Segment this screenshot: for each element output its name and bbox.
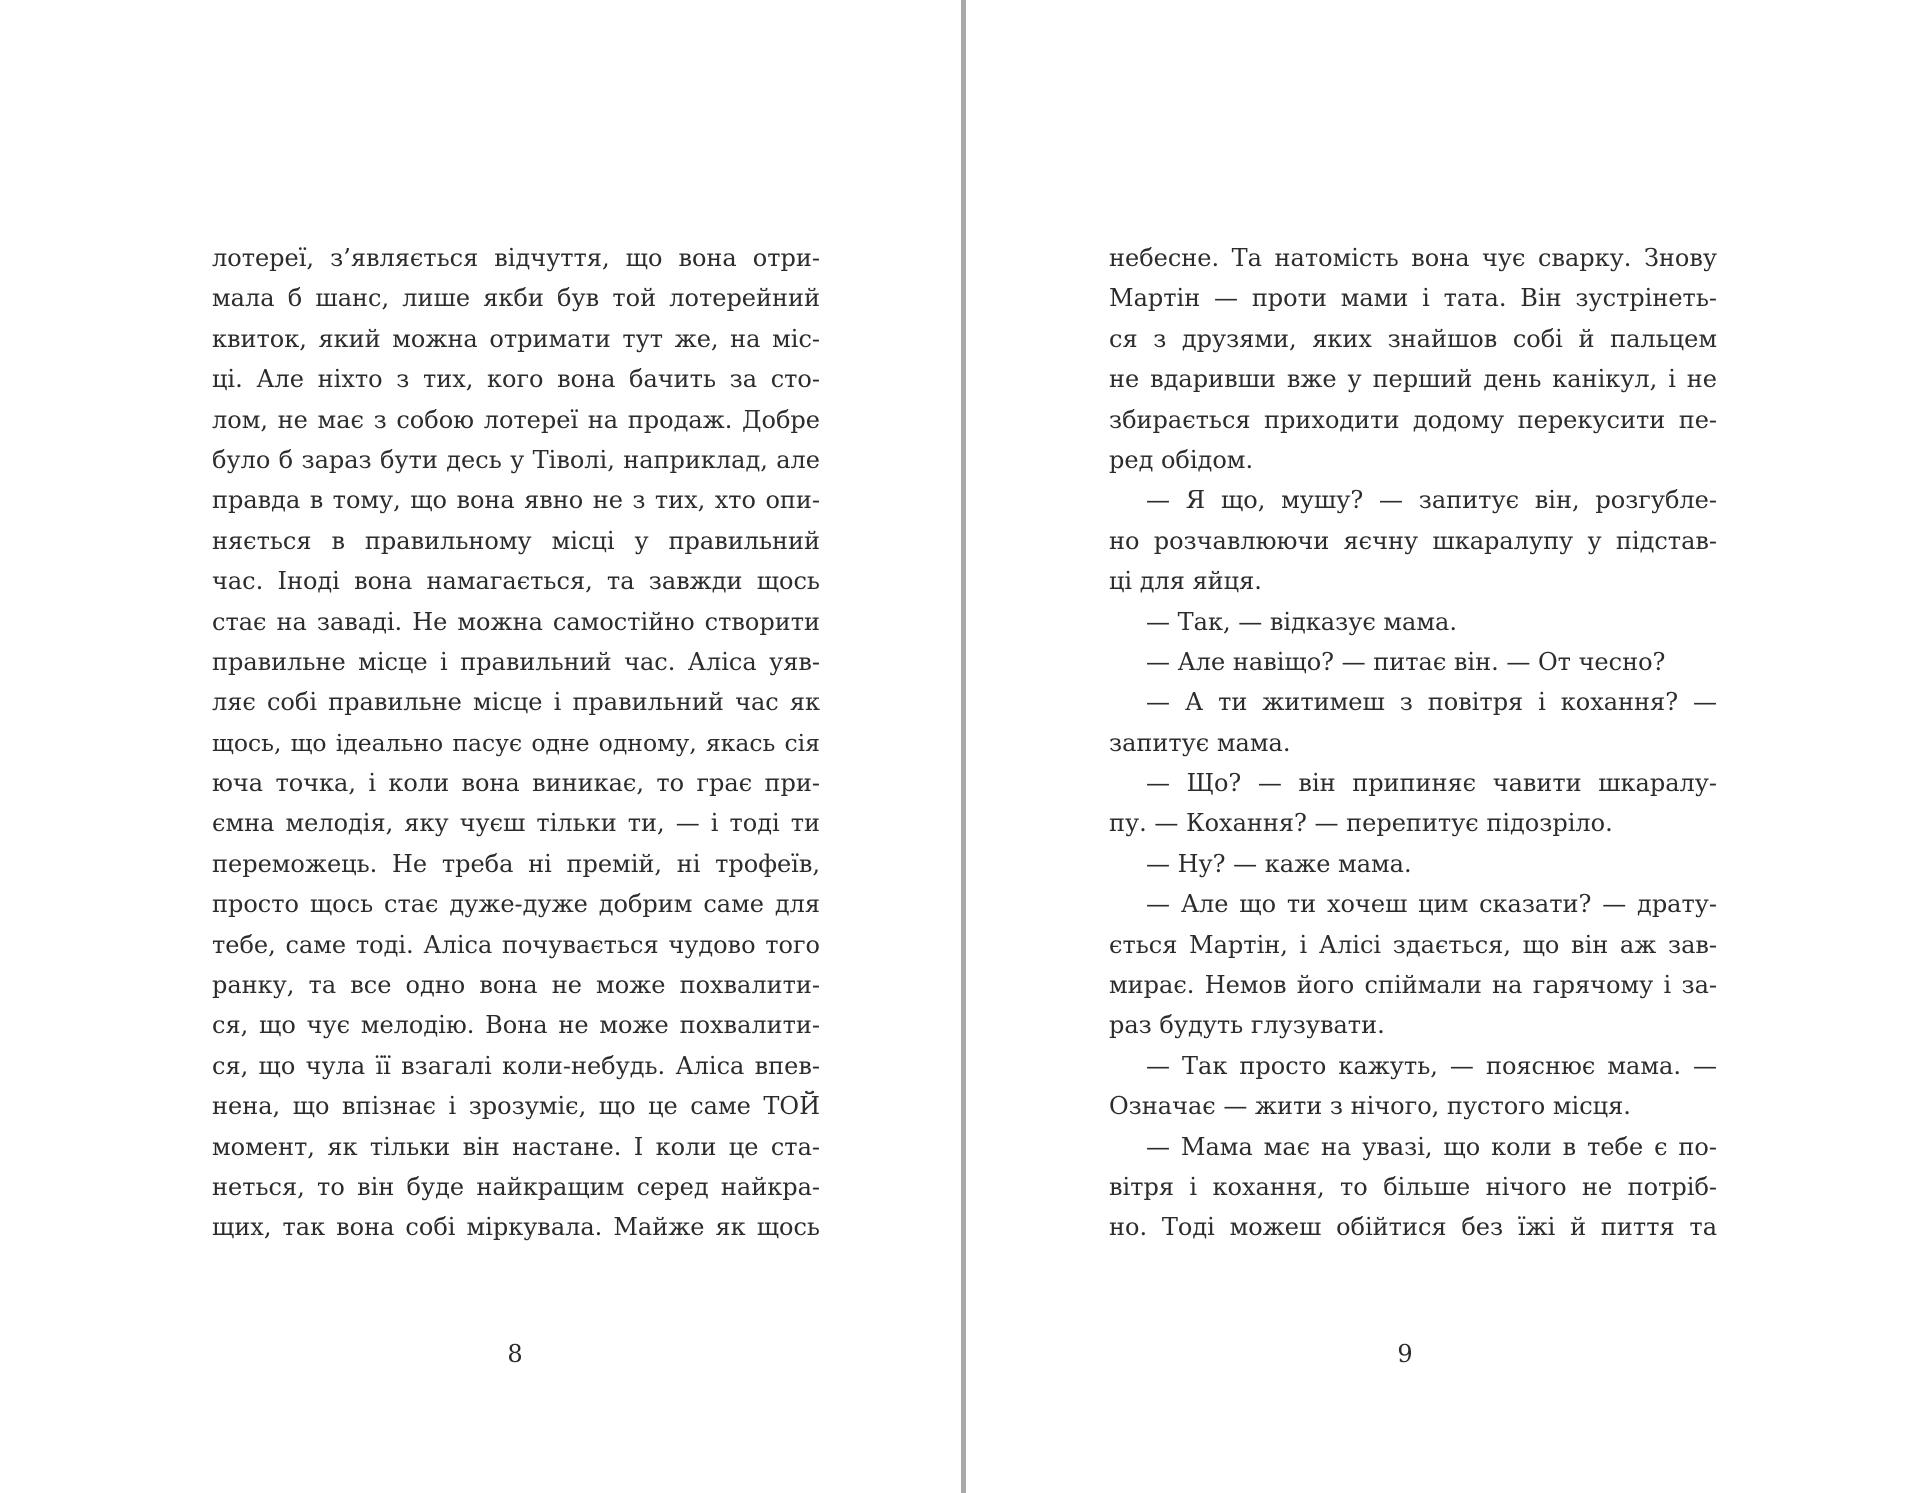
left-page-number: 8 xyxy=(507,1340,523,1368)
text-line: — Ну? — каже мама. xyxy=(1146,849,1412,878)
text-line: ці для яйця. xyxy=(1109,567,1262,596)
text-line: — Мама має на увазі, що коли в тебе є по- xyxy=(1146,1132,1717,1161)
text-line: ся, що чує мелодію. Вона не може похвалити- xyxy=(212,1011,820,1040)
text-line: нена, що впізнає і зрозуміє, що це саме ТОЙ xyxy=(212,1092,820,1121)
text-line: мала б шанс, лише якби був той лотерейний xyxy=(212,284,820,313)
text-line: но. Тоді можеш обійтися без їжі й пиття та xyxy=(1109,1213,1717,1242)
text-line: щось, що ідеально пасує одне одному, якась сія xyxy=(212,728,820,757)
text-line: раз будуть глузувати. xyxy=(1109,1011,1385,1040)
text-line: лотереї, з’являється відчуття, що вона отри- xyxy=(212,244,820,272)
text-line: — А ти житимеш з повітря і кохання? — xyxy=(1146,688,1717,717)
text-line: — Так просто кажуть, — пояснює мама. — xyxy=(1146,1051,1717,1080)
text-line: переможець. Не треба ні премій, ні трофеїв, xyxy=(212,849,820,878)
text-line: ємна мелодія, яку чуєш тільки ти, — і тоді ти xyxy=(212,809,820,838)
text-line: лом, не має з собою лотереї на продаж. Добре xyxy=(212,405,820,434)
text-line: — Так, — відказує мама. xyxy=(1146,607,1457,636)
text-line: правда в тому, що вона явно не з тих, хто опи- xyxy=(212,486,820,515)
text-line: ляє собі правильне місце і правильний час як xyxy=(212,688,820,717)
text-line: пу. — Кохання? — перепитує підозріло. xyxy=(1109,809,1613,838)
text-line: вітря і кохання, то більше нічого не потріб- xyxy=(1109,1172,1717,1201)
text-line: збирається приходити додому перекусити пе- xyxy=(1109,405,1717,434)
text-line: но розчавлюючи яєчну шкаралупу у підстав- xyxy=(1109,526,1717,555)
text-line: ред обідом. xyxy=(1109,445,1254,474)
text-line: — Але навіщо? — питає він. — От чесно? xyxy=(1146,647,1666,676)
text-line: ється Мартін, і Алісі здається, що він аж зав- xyxy=(1109,930,1717,959)
text-line: мирає. Немов його спіймали на гарячому і за- xyxy=(1109,971,1717,1000)
left-page-text xyxy=(212,238,820,1248)
text-line: запитує мама. xyxy=(1109,728,1291,757)
text-line: Означає — жити з нічого, пустого місця. xyxy=(1109,1092,1631,1121)
text-line: ці. Але ніхто з тих, кого вона бачить за сто- xyxy=(212,365,820,394)
text-line: неться, то він буде найкращим серед найкра- xyxy=(212,1172,820,1201)
text-line: було б зараз бути десь у Тіволі, наприклад, але xyxy=(212,445,820,474)
text-line: тебе, саме тоді. Аліса почувається чудово того xyxy=(212,930,820,959)
text-line: ся з друзями, яких знайшов собі й пальцем xyxy=(1109,324,1717,353)
text-line: не вдаривши вже у перший день канікул, і не xyxy=(1109,365,1717,394)
text-line: просто щось стає дуже-дуже добрим саме для xyxy=(212,890,820,919)
text-line: няється в правильному місці у правильний xyxy=(212,526,820,555)
text-line: — Але що ти хочеш цим сказати? — драту- xyxy=(1146,890,1717,919)
text-line: квиток, який можна отримати тут же, на міс- xyxy=(212,324,820,353)
text-line: час. Іноді вона намагається, та завжди щось xyxy=(212,567,820,596)
text-line: правильне місце і правильний час. Аліса уяв- xyxy=(212,647,820,676)
text-line: — Що? — він припиняє чавити шкаралу- xyxy=(1146,769,1717,798)
right-page-text xyxy=(1109,238,1717,1248)
right-page-number: 9 xyxy=(1397,1340,1413,1368)
text-line: щих, так вона собі міркувала. Майже як щось xyxy=(212,1213,820,1242)
text-line: ся, що чула її взагалі коли-небудь. Аліса впев- xyxy=(212,1051,820,1080)
text-line: — Я що, мушу? — запитує він, розгубле- xyxy=(1146,486,1717,515)
text-line: момент, як тільки він настане. І коли це ста- xyxy=(212,1132,820,1161)
text-line: юча точка, і коли вона виникає, то грає при- xyxy=(212,769,820,798)
text-line: стає на заваді. Не можна самостійно створити xyxy=(212,607,820,636)
right-page xyxy=(966,0,1920,1493)
text-line: небесне. Та натомість вона чує сварку. Знову xyxy=(1109,244,1717,272)
text-line: ранку, та все одно вона не може похвалити- xyxy=(212,971,820,1000)
text-line: Мартін — проти мами і тата. Він зустрінеть- xyxy=(1109,284,1717,313)
